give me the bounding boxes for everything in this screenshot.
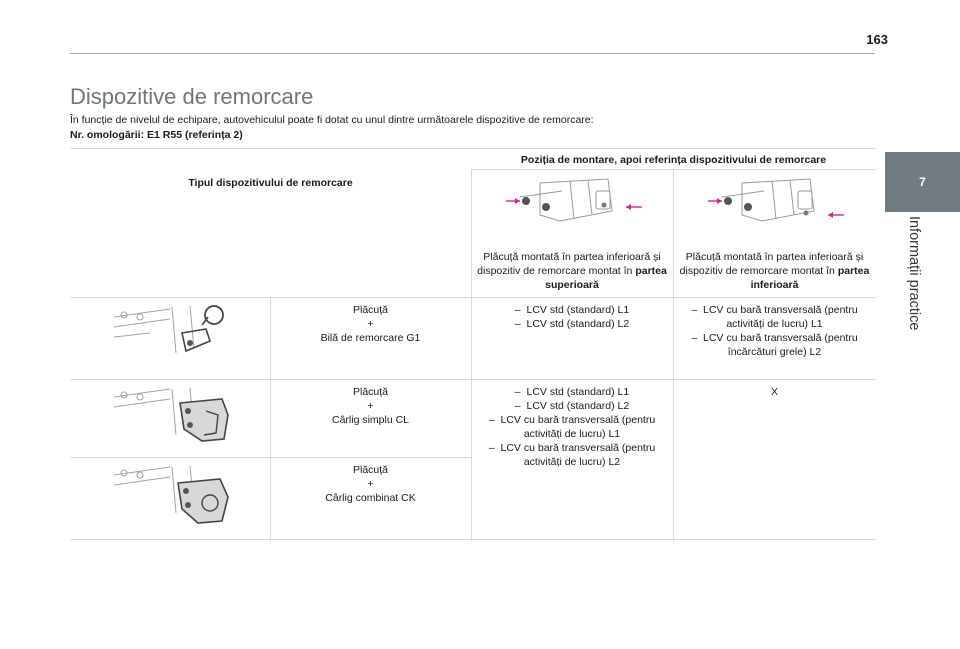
list-item: – LCV cu bară transversală (pentru activități de lucru) L1 [676, 303, 873, 331]
caption-emphasis: partea superioară [545, 265, 667, 291]
list-item: – LCV std (standard) L1 [474, 385, 670, 399]
device-plus: + [367, 400, 374, 412]
page-number: 163 [866, 32, 888, 47]
list-item: – LCV std (standard) L2 [474, 317, 670, 331]
page-title: Dispozitive de remorcare [70, 84, 314, 109]
device-plus: + [367, 478, 374, 490]
list-item: – LCV std (standard) L1 [474, 303, 670, 317]
header-rule [70, 53, 875, 54]
device-plus: + [367, 318, 374, 330]
caption-emphasis: partea inferioară [750, 265, 870, 291]
towing-devices-table [70, 148, 876, 540]
header-mounting-position: Poziția de montare, apoi referința dispozitivului de remorcare [520, 154, 827, 166]
chapter-title: Informații practice [906, 216, 922, 331]
list-item: – LCV cu bară transversală (pentru activități de lucru) L1 [474, 413, 670, 441]
device-plate-label: Plăcuță [352, 304, 389, 316]
device-name: Cârlig simplu CL [331, 414, 410, 426]
chapter-tab[interactable] [885, 152, 960, 212]
table-divider [471, 169, 472, 541]
list-item: – LCV cu bară transversală (pentru activități de lucru) L2 [474, 441, 670, 469]
mounting-position-top-caption [474, 250, 670, 292]
row2-top-position-models [474, 385, 670, 469]
simple-hook-illustration [110, 385, 240, 445]
chapter-number: 7 [919, 175, 926, 189]
header-device-type: Tipul dispozitivului de remorcare [188, 177, 353, 189]
table-divider [70, 379, 876, 380]
mounting-position-top-illustration [500, 177, 650, 225]
device-tow-ball [270, 303, 471, 345]
list-item: – LCV std (standard) L2 [474, 399, 670, 413]
device-name: Cârlig combinat CK [325, 492, 416, 504]
row1-top-position-models [474, 303, 670, 331]
device-plate-label: Plăcuță [352, 464, 389, 476]
table-divider [673, 169, 674, 541]
mounting-position-bottom-illustration [702, 177, 852, 225]
tow-ball-illustration [110, 303, 240, 363]
caption-text: Plăcuță montată în partea inferioară și dispozitiv de remorcare montat în [679, 251, 864, 277]
device-name: Bilă de remorcare G1 [320, 332, 421, 344]
device-plate-label: Plăcuță [352, 386, 389, 398]
list-item: – LCV cu bară transversală (pentru încărcături grele) L2 [676, 331, 873, 359]
device-combined-hook [270, 463, 471, 505]
mounting-position-bottom-caption [676, 250, 873, 292]
intro-text: În funcție de nivelul de echipare, autovehiculul poate fi dotat cu unul dintre următoarele dispozitive de remorcare: [70, 114, 594, 126]
homologation-number: Nr. omologării: E1 R55 (referința 2) [70, 129, 243, 141]
row1-bottom-position-models [676, 303, 873, 359]
table-divider [70, 297, 876, 298]
row2-bottom-position-not-available: X [770, 386, 778, 398]
combined-hook-illustration [110, 463, 240, 525]
caption-text: Plăcuță montată în partea inferioară și dispozitiv de remorcare montat în [477, 251, 661, 277]
device-simple-hook [270, 385, 471, 427]
